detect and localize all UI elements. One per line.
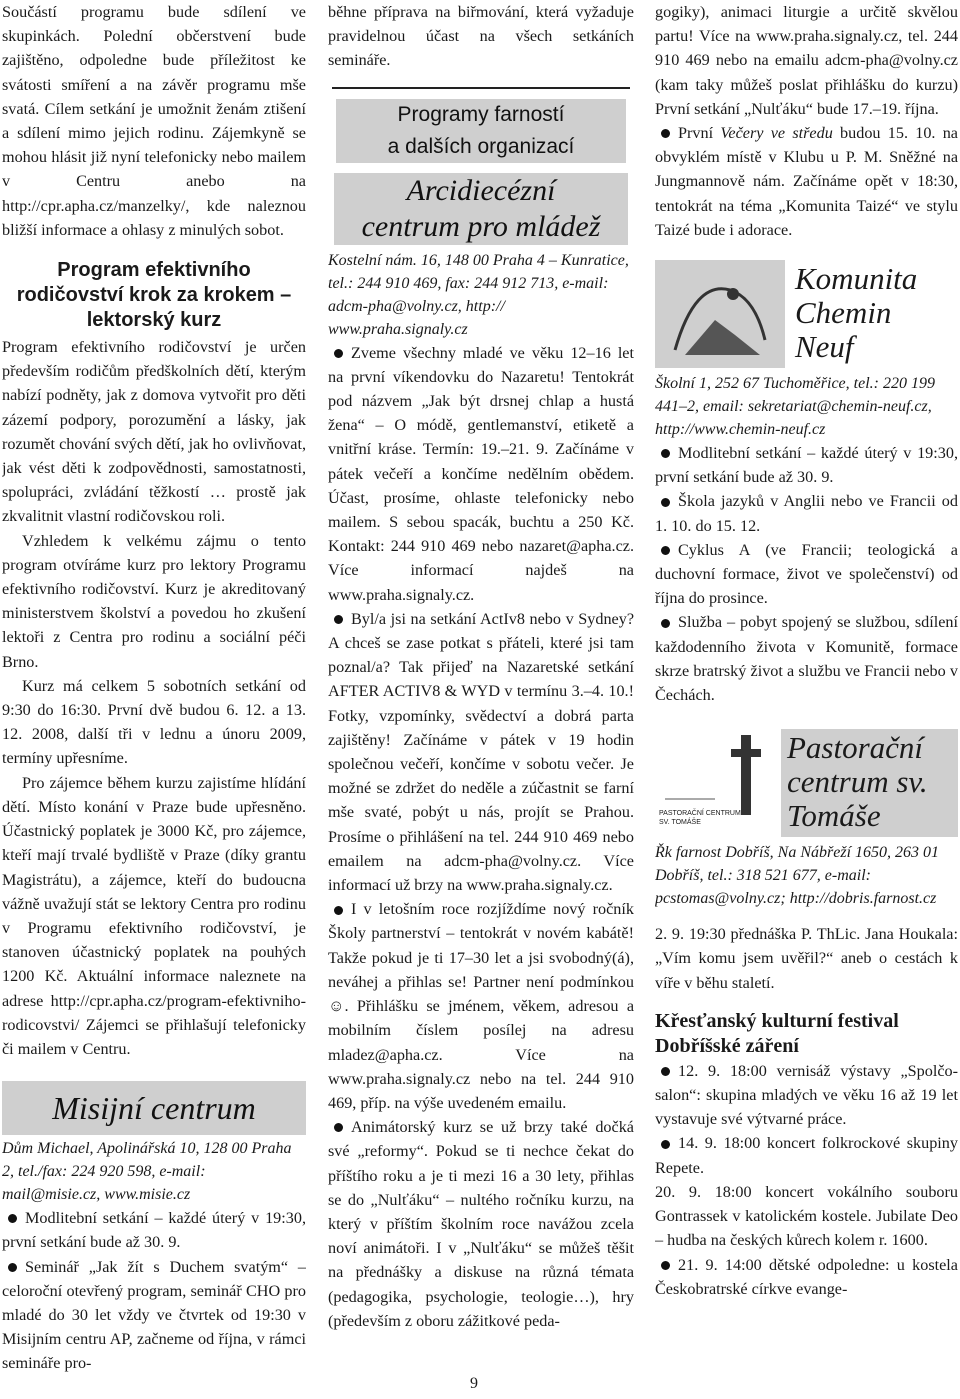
bullet-icon — [661, 498, 670, 507]
programy-heading: Programy farností a dalších organizací — [336, 99, 626, 163]
intro-paragraph: Součástí programu bude sdílení ve skupinkách. Polední občerstvení bude zajištěno, odpoledne bude příležitost ke svátosti smíření a na závěr programu mše svatá. Cílem setkání je umožnit ženám ztišení a sdílení mimo jejich rodinu. Zájemkyně se mohou hlásit již nyní telefonicky nebo mailem v Centru anebo na http://cpr.apha.cz/manzelky/, kde naleznou bližší informace a ohlasy z minulých sobot. — [2, 3, 306, 239]
acm-item-2: Byl/a jsi na setkání ActIv8 nebo v Sydney? A chceš se zase potkat s přáteli, které jsi tam poznal/a? Tak přijeď na Nazaretské setkání AFTER ACTIV8 & WYD v termínu 3.–4. 10.! Fotky, vzpomínky, svědectví a dobrá parta zajištěny! Začínáme v pátek v 19 hodin společnou večeří, končíme v sobotu večer. Je možné se zdržet do neděle a zúčastnit se farní mše svaté, pobýt u nás, projít se Prahou. Prosíme o přihlášení na tel. 244 910 469 nebo emailem na adcm-pha@volny.cz. Více informací už brzy na www.praha.signaly.cz. — [328, 609, 634, 895]
bullet-icon — [334, 906, 343, 915]
kurz-heading: Program efektivního rodičovství krok za krokem – lektorský kurz — [16, 259, 292, 332]
acm-item-3: I v letošním roce rozjíždíme nový ročník Školy partnerství – tentokrát v novém kabátě! Takže pokud je ti 17–30 let a jsi svobodný(á), neváhej a přihlas se! Partner není podmínkou ☺. Přihlášku se jménem, věkem, adresou a mobilním číslem posílej na adresu mladez@apha.cz. Více na www.praha.signaly.cz nebo na tel. 244 910 469, příp. na výše uvedeném emailu. — [328, 900, 634, 1112]
tomas-address: Řk farnost Dobříš, Na Nábřeží 1650, 263 01 Dobříš, tel.: 318 521 677, e-mail: pcstomas@volny.cz; http://dobris.farnost.cz — [655, 844, 940, 908]
misijni-banner: Misijní centrum — [2, 1081, 306, 1135]
kurz-paragraph-4: Pro zájemce během kurzu zajistíme hlídání dětí. Místo konání v Praze bude upřesněno. Účastnický poplatek je 3000 Kč, pro zájemce, kteří mají trvalé bydliště v Praze (díky grantu Magistrátu), a zájemce, kteří do budoucna vážně uvažují stát se lektory Centra pro rodinu v Programu efektivního rodičovství, je stanoven účastnický poplatek na pouhých 1200 Kč. Aktuální informace naleznete na adrese http://cpr.apha.cz/program-efektivniho-rodicovstvi/ Zájemci se přihlašují telefonicky či mailem v Centru. — [2, 773, 306, 1058]
acm-item-1: Zveme všechny mladé ve věku 12–16 let na první víkendovku do Nazaretu! Tentokrát pod názvem „Jak být drsnej chlap a hustá žena“ – O módě, gentlemanství, etiketě a vnitřní kráse. Termín: 19.–21. 9. Začínáme v pátek večeří a končíme nedělním obědem. Účast, prosíme, ohlaste telefonicky nebo mailem. S sebou spacák, buchtu a 250 Kč. Kontakt: 244 910 469 nebo nazaret@apha.cz. Více informací najdeš na www.praha.signaly.cz. — [328, 343, 634, 604]
festival-heading: Křesťanský kulturní festival Dobříšské záření — [655, 1009, 899, 1057]
column-middle — [328, 0, 634, 1333]
misijni-address: Dům Michael, Apolinářská 10, 128 00 Praha 2, tel./fax: 224 920 598, e-mail: mail@misie.cz, www.misie.cz — [2, 1140, 292, 1204]
chemin-item-4: Služba – pobyt spojený se službou, sdílení každodenního života v Komunitě, formace skrze bratrský život a službu ve Francii nebo v Čechách. — [655, 613, 958, 705]
misijni-item-1: Modlitební setkání – každé úterý v 19:30, první setkání bude až 30. 9. — [2, 1209, 306, 1252]
bullet-icon — [661, 546, 670, 555]
bullet-icon — [661, 449, 670, 458]
bullet-icon — [8, 1214, 17, 1223]
festival-item-4: 21. 9. 14:00 dětské odpoledne: u kostela Českobratrské církve evange- — [655, 1255, 958, 1298]
bullet-icon — [334, 349, 343, 358]
tomas-banner: PASTORAČNÍ CENTRUM SV. TOMÁŠE Pastorační centrum sv. Tomáše — [655, 729, 958, 837]
column-left — [2, 0, 306, 1376]
chemin-item-2: Škola jazyků v Anglii nebo ve Francii od 1. 10. do 15. 12. — [655, 492, 958, 535]
chemin-item-1: Modlitební setkání – každé úterý v 19:30, první setkání bude až 30. 9. — [655, 444, 958, 487]
section-divider — [332, 87, 630, 89]
carryover-paragraph: gogiky), animaci liturgie a určitě skvělou partu! Více na www.praha.signaly.cz, tel. 244 910 469 nebo na emailu adcm-pha@volny.cz (kam taky můžeš poslat přihlášku do kurzu) První setkání „Nulťáku“ bude 17.–19. října. — [655, 3, 958, 118]
kurz-paragraph-1: Program efektivního rodičovství je určen především rodičům předškolních dětí, kterým nabízí podněty, jak z domova vytvořit pro děti zázemí podpory, porozumění a lásky, jak rozumět chování svých dětí, jak ho ovlivňovat, jak vést děti k zodpovědnosti, samostatnosti, spolupráci, zvládání těžkostí … prostě jak zkvalitnit vlastní rodičovskou roli. — [2, 338, 306, 526]
acm-banner: Arcidiecézní centrum pro mládež — [334, 173, 628, 245]
bullet-icon — [661, 619, 670, 628]
chemin-address: Školní 1, 252 67 Tuchoměřice, tel.: 220 199 441–2, email: sekretariat@chemin-neuf.cz, http://www.chemin-neuf.cz — [655, 375, 935, 439]
bullet-icon — [661, 129, 670, 138]
acm-address: Kostelní nám. 16, 148 00 Praha 4 – Kunratice, tel.: 244 910 469, fax: 244 912 713, e-mail: adcm-pha@volny.cz, http:// www.praha.signaly.cz — [328, 251, 629, 338]
bullet-icon — [661, 1140, 670, 1149]
festival-item-1: 12. 9. 18:00 vernisáž výstavy „Spolčo-salon“: skupina mladých ve věku 16 až 19 let vystavuje své výtvarné práce. — [655, 1061, 958, 1129]
carryover-paragraph: běhne příprava na biřmování, která vyžaduje pravidelnou účast na všech setkáních semináře. — [328, 3, 634, 70]
festival-item-2: 14. 9. 18:00 koncert folkrockové skupiny Repete. — [655, 1134, 958, 1177]
column-right — [655, 0, 958, 1301]
misijni-item-2: Seminář „Jak žít s Duchem svatým“ – celoroční otevřený program, seminář CHO pro mladé do 30 let vždy ve čtvrtek od 19:30 v Misijním centru AP, začneme od října, v rámci semináře pro- — [2, 1257, 306, 1373]
bullet-icon — [661, 1261, 670, 1270]
bullet-icon — [661, 1067, 670, 1076]
chemin-logo-icon — [655, 260, 785, 368]
page-number: 9 — [470, 1375, 478, 1392]
vecery-item: První Večery ve středu budou 15. 10. na obvyklém místě v Klubu u P. M. Sněžné na Jungmannově nám. Začínáme opět v 18:30, tentokrát na téma „Komunita Taizé“ ve stylu Taizé bude i adorace. — [655, 124, 958, 239]
kurz-paragraph-2: Vzhledem k velkému zájmu o tento program otvíráme kurz pro lektory Programu efektivního rodičovství. Kurz je akreditovaný ministerstvem školství a povedou ho zkušení lektoři z Centra pro rodinu a sociální péči Brno. — [2, 531, 306, 671]
bullet-icon — [8, 1263, 17, 1272]
tomas-event: 2. 9. 19:30 přednáška P. ThLic. Jana Houkala: „Vím komu jsem uvěřil?“ aneb o cestách k víře v běhu staletí. — [655, 925, 958, 992]
chemin-item-3: Cyklus A (ve Francii; teologická a duchovní formace, život ve společenství) od října do prosince. — [655, 540, 958, 608]
festival-item-3: 20. 9. 18:00 koncert vokálního souboru Gontrassek v katolickém kostele. Jubilate Deo – hudba na českých kůrech kolem r. 1600. — [655, 1182, 958, 1250]
kurz-paragraph-3: Kurz má celkem 5 sobotních setkání od 9:30 do 16:30. První dvě budou 6. 12. a 13. 12. 2008, další tři v lednu a únoru 2009, termíny upřesníme. — [2, 676, 306, 768]
bullet-icon — [334, 615, 343, 624]
acm-item-4: Animátorský kurz se už brzy také dočká své „reformy“. Pokud se ti nechce čekat do příštího roku a je ti mezi 16 a 30 lety, přihlas se do „Nulťáku“ – nultého ročníku kurzu, na který v příštím školním roce navážou zcela noví animátoři. I v „Nulťáku“ se můžeš těšit na přednášky a diskuse na různá témata (pedagogika, psychologie, teologie…), hry (především z oboru zážitkové peda- — [328, 1118, 634, 1330]
chemin-banner: Komunita Chemin Neuf — [655, 260, 958, 368]
bullet-icon — [334, 1123, 343, 1132]
